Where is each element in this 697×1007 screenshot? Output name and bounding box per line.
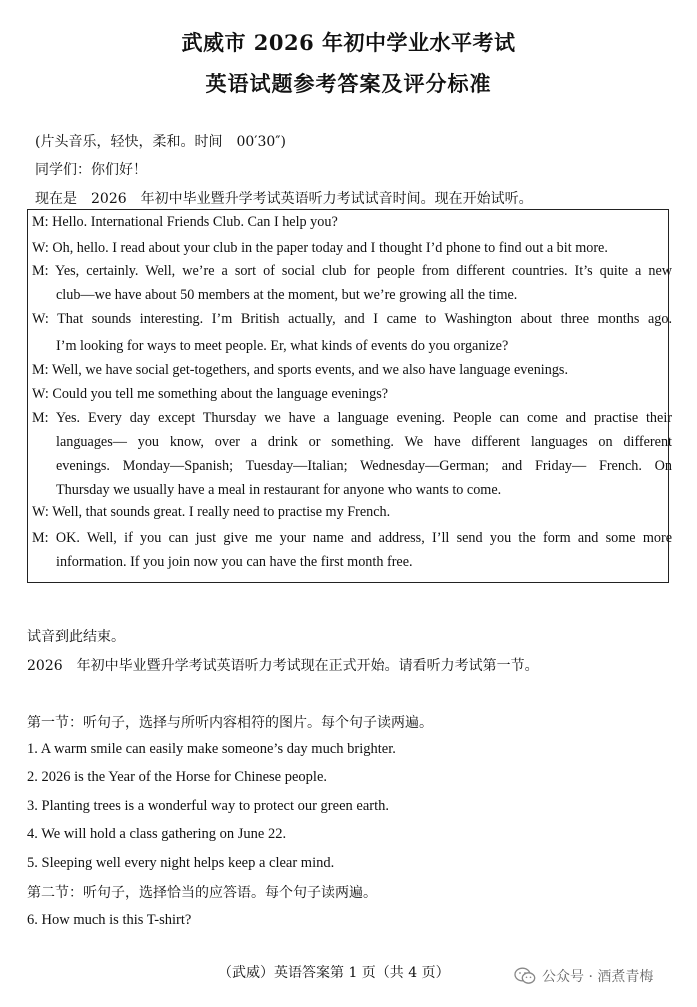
- question-item: 3. Planting trees is a wonderful way to protect our green earth.: [27, 798, 389, 814]
- document-subtitle: 英语试题参考答案及评分标准: [205, 71, 492, 96]
- trial-end-text: 试音到此结束。: [27, 629, 125, 645]
- dialogue-line: W: Well, that sounds great. I really need to practise my French.: [32, 504, 391, 520]
- wechat-icon: [514, 967, 536, 985]
- question-item: 1. A warm smile can easily make someone’s day much brighter.: [27, 741, 396, 757]
- question-item: 6. How much is this T-shirt?: [27, 912, 192, 928]
- intro-music: (片头音乐，轻快，柔和。时间 00′30″): [35, 134, 286, 150]
- dialogue-line: evenings. Monday—Spanish; Tuesday—Italian; Wednesday—German; and Friday— French. On: [56, 458, 672, 474]
- page-footer: （武威）英语答案第 1 页（共 4 页）: [218, 965, 450, 981]
- dialogue-line: M: Hello. International Friends Club. Can I help you?: [32, 214, 338, 230]
- dialogue-line: M: Yes, certainly. Well, we’re a sort of social club for people from different countries. It’s quite a new: [32, 263, 672, 279]
- dialogue-line: M: Well, we have social get-togethers, and sports events, and we also have language evenings.: [32, 362, 568, 378]
- question-item: 5. Sleeping well every night helps keep a clear mind.: [27, 855, 335, 871]
- watermark-text: 公众号 · 酒煮青梅: [542, 969, 654, 985]
- dialogue-line: languages— you know, over a drink or something. We have different languages on different: [56, 434, 672, 450]
- dialogue-line: Thursday we usually have a meal in restaurant for anyone who wants to come.: [56, 482, 502, 498]
- document-title: 武威市 2026 年初中学业水平考试: [181, 30, 516, 55]
- dialogue-line: information. If you join now you can have the first month free.: [56, 554, 413, 570]
- question-item: 2. 2026 is the Year of the Horse for Chinese people.: [27, 769, 328, 785]
- dialogue-line: W: Could you tell me something about the language evenings?: [32, 386, 389, 402]
- question-item: 4. We will hold a class gathering on June 22.: [27, 826, 287, 842]
- dialogue-line: club—we have about 50 members at the moment, but we’re growing all the time.: [56, 287, 518, 303]
- dialogue-line: W: Oh, hello. I read about your club in the paper today and I thought I’d phone to find out a bit more.: [32, 240, 608, 256]
- formal-start-text: 2026 年初中毕业暨升学考试英语听力考试现在正式开始。请看听力考试第一节。: [27, 658, 539, 674]
- intro-trial-start: 现在是 2026 年初中毕业暨升学考试英语听力考试试音时间。现在开始试听。: [35, 191, 533, 207]
- dialogue-line: I’m looking for ways to meet people. Er, what kinds of events do you organize?: [56, 338, 509, 354]
- dialogue-line: M: Yes. Every day except Thursday we have a language evening. People can come and practise their: [32, 410, 672, 426]
- section2-heading: 第二节：听句子，选择恰当的应答语。每个句子读两遍。: [27, 885, 377, 901]
- section1-heading: 第一节：听句子，选择与所听内容相符的图片。每个句子读两遍。: [27, 715, 433, 731]
- dialogue-line: W: That sounds interesting. I’m British actually, and I came to Washington about three months ago.: [32, 311, 672, 327]
- intro-greeting: 同学们：你们好！: [35, 162, 147, 178]
- dialogue-line: M: OK. Well, if you can just give me your name and address, I’ll send you the form and some more: [32, 530, 672, 546]
- watermark: [514, 966, 653, 986]
